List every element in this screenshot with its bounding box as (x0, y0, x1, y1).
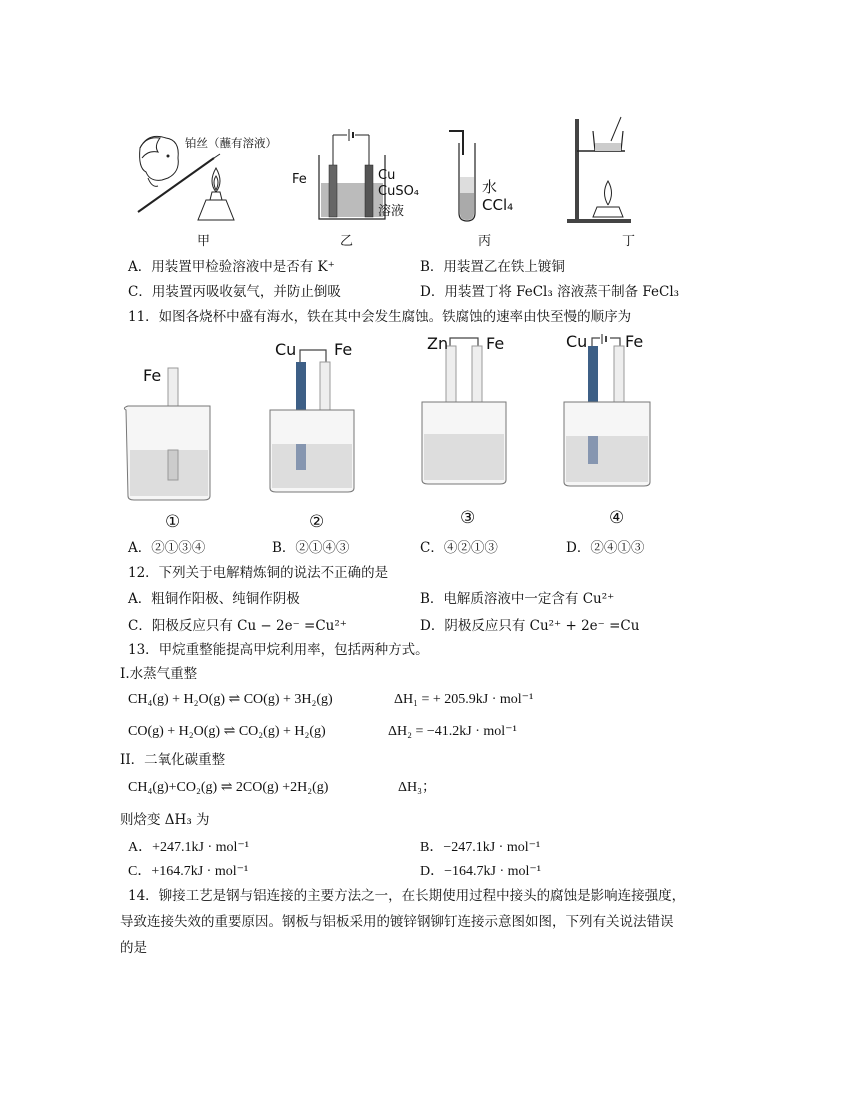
q13-option-c: C．+164.7kJ · mol⁻¹ (128, 864, 249, 879)
q13-ask: 则焓变 ΔH₃ 为 (120, 812, 210, 828)
ccl4-label: CCl₄ (482, 196, 514, 214)
figure-jia-label: 铂丝（蘸有溶液） (185, 136, 277, 150)
q13-dh2: ΔH₂ = −41.2kJ · mol⁻¹ (388, 724, 517, 739)
cu-label: Cu (378, 168, 396, 183)
beaker-4 (560, 332, 660, 492)
beaker-1-left-label: Fe (143, 366, 162, 385)
q11-option-a: A．②①③④ (128, 540, 206, 556)
q14-line-1: 14．铆接工艺是钢与铝连接的主要方法之一，在长期使用过程中接头的腐蚀是影响连接强度， (128, 888, 686, 904)
figure-bing-caption: 丙 (478, 234, 492, 249)
beaker-4-right-label: Fe (625, 332, 644, 351)
q14-line-3: 的是 (120, 940, 147, 956)
q13-dh3: ΔH₃； (398, 780, 436, 795)
q11-option-c: C．④②①③ (420, 540, 498, 556)
q10-option-b: B．用装置乙在铁上镀铜 (420, 259, 565, 275)
beaker-2-left-label: Cu (275, 340, 297, 359)
beaker-4-left-label: Cu (566, 332, 588, 351)
test-tube-apparatus (445, 125, 485, 225)
q12-stem: 12．下列关于电解精炼铜的说法不正确的是 (128, 565, 389, 581)
q13-option-d: D．−164.7kJ · mol⁻¹ (420, 864, 541, 879)
q13-dh1: ΔH₁ = + 205.9kJ · mol⁻¹ (394, 692, 534, 707)
q13-option-a: A．+247.1kJ · mol⁻¹ (128, 840, 249, 855)
q12-option-a: A．粗铜作阳极、纯铜作阴极 (128, 591, 300, 607)
q13-equation-1: CH₄(g) + H₂O(g) ⇌ CO(g) + 3H₂(g) (128, 692, 333, 707)
beaker-1 (120, 360, 220, 505)
beaker-3-right-label: Fe (486, 334, 505, 353)
q13-stem: 13．甲烷重整能提高甲烷利用率，包括两种方式。 (128, 642, 429, 658)
figure-yi-caption: 乙 (340, 234, 354, 249)
figure-bing (445, 125, 485, 225)
beaker-3 (416, 334, 516, 494)
fe-label: Fe (292, 172, 307, 187)
q13-equation-2: CO(g) + H₂O(g) ⇌ CO₂(g) + H₂(g) (128, 724, 326, 739)
q13-equation-3: CH₄(g)+CO₂(g) ⇌ 2CO(g) +2H₂(g) (128, 780, 329, 795)
beaker-3-number: ③ (460, 508, 476, 528)
beaker-2 (264, 340, 364, 500)
solution-label: 溶液 (378, 204, 405, 219)
q13-option-b: B．−247.1kJ · mol⁻¹ (420, 840, 541, 855)
q10-option-d: D．用装置丁将 FeCl₃ 溶液蒸干制备 FeCl₃ (420, 284, 680, 300)
figure-ding-caption: 丁 (622, 234, 636, 249)
q10-option-a: A．用装置甲检验溶液中是否有 K⁺ (128, 259, 335, 275)
q14-line-2: 导致连接失效的重要原因。钢板与铝板采用的镀锌钢铆钉连接示意图如图，下列有关说法错误 (120, 914, 674, 930)
q12-option-d: D．阴极反应只有 Cu²⁺ + 2e⁻ =Cu (420, 618, 640, 634)
cuso4-label: CuSO₄ (378, 184, 420, 199)
q13-part1: I.水蒸气重整 (120, 666, 198, 682)
beaker-2-number: ② (309, 512, 325, 532)
q11-option-d: D．②④①③ (566, 540, 645, 556)
figure-jia-caption: 甲 (197, 234, 211, 249)
beaker-4-number: ④ (609, 508, 625, 528)
q10-option-c: C．用装置丙吸收氨气，并防止倒吸 (128, 284, 341, 300)
q11-option-b: B．②①④③ (272, 540, 350, 556)
q12-option-c: C．阳极反应只有 Cu − 2e⁻ =Cu²⁺ (128, 618, 347, 634)
q11-stem: 11．如图各烧杯中盛有海水，铁在其中会发生腐蚀。铁腐蚀的速率由快至慢的顺序为 (128, 309, 632, 325)
beaker-2-right-label: Fe (334, 340, 353, 359)
water-label: 水 (482, 178, 498, 196)
figure-ding (565, 115, 645, 227)
q12-option-b: B．电解质溶液中一定含有 Cu²⁺ (420, 591, 615, 607)
evaporation-apparatus (565, 115, 645, 227)
q13-part2: II．二氧化碳重整 (120, 752, 226, 768)
beaker-3-left-label: Zn (427, 334, 449, 353)
beaker-1-number: ① (165, 512, 181, 532)
